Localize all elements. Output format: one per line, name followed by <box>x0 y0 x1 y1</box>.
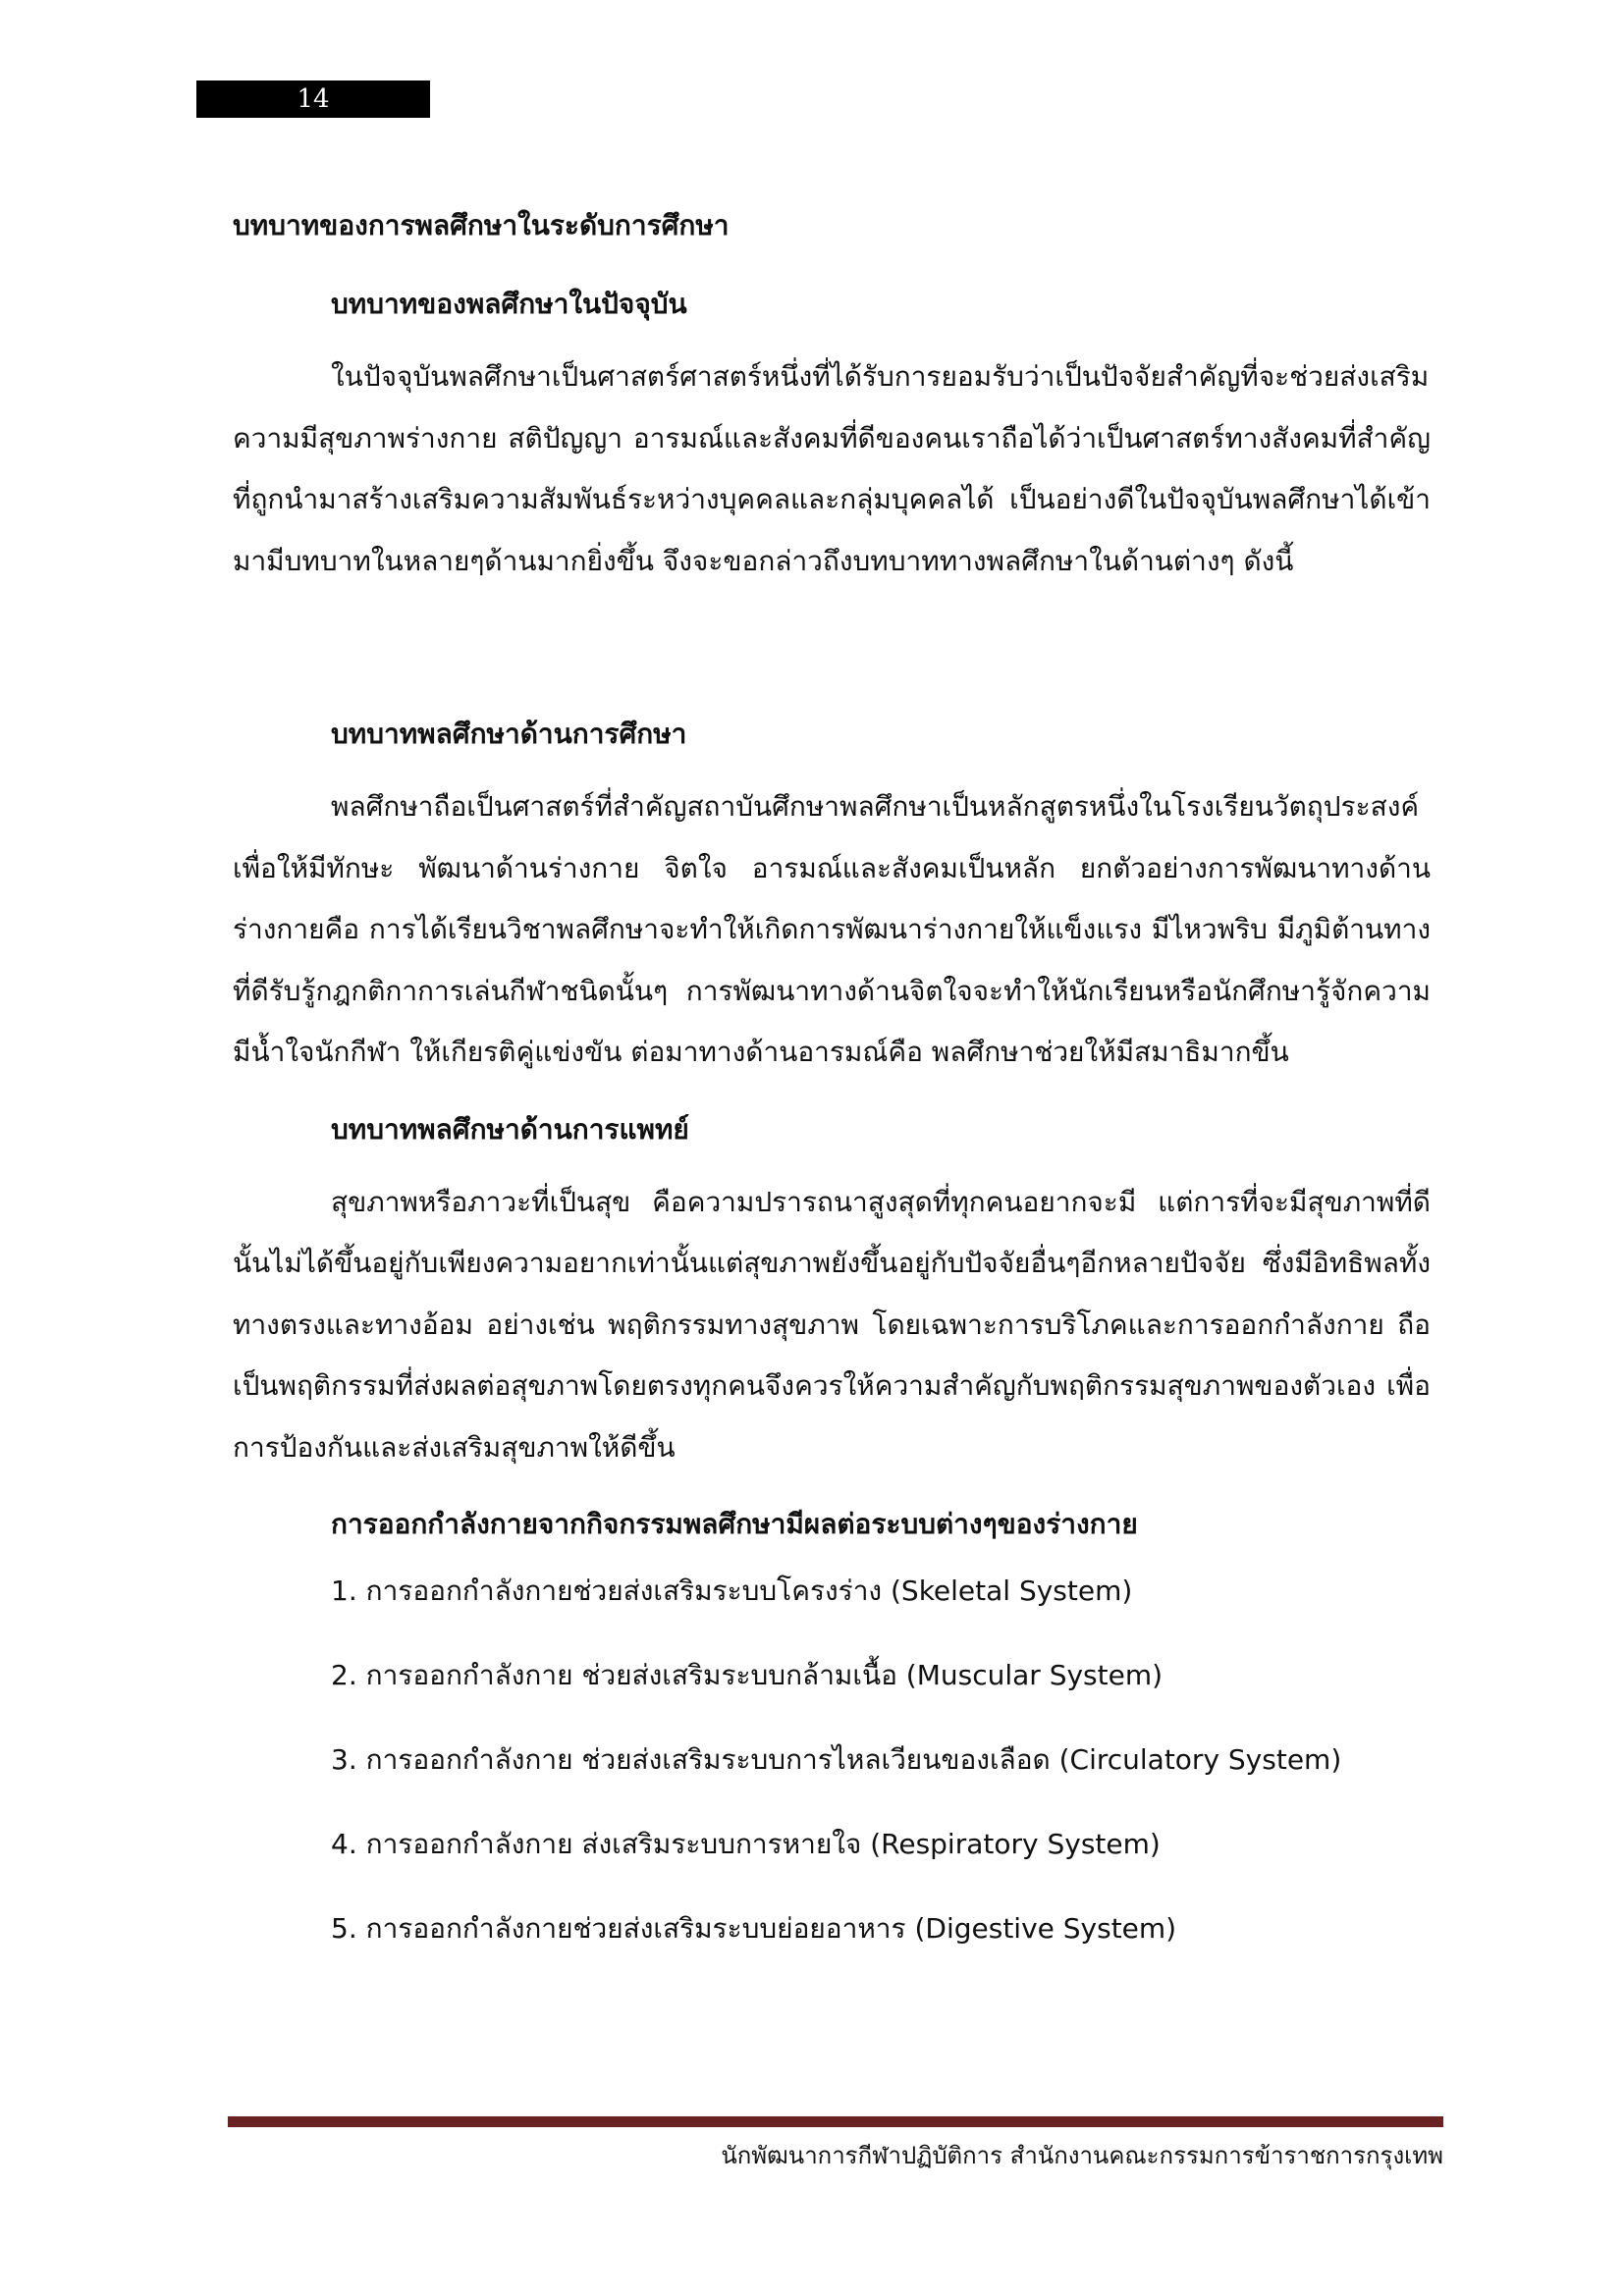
current-role-heading: บทบาทของพลศึกษาในปัจจุบัน <box>331 288 687 320</box>
exercise-effects-list <box>233 1567 1431 1953</box>
document-body <box>233 201 1431 1989</box>
page-number: 14 <box>196 80 430 118</box>
list-item: 3. การออกกำลังกาย ช่วยส่งเสริมระบบการไหลเวียนของเลือด (Circulatory System) <box>331 1743 1342 1776</box>
education-role-heading: บทบาทพลศึกษาด้านการศึกษา <box>331 718 687 750</box>
medical-role-heading: บทบาทพลศึกษาด้านการแพทย์ <box>331 1112 689 1146</box>
list-item: 2. การออกกำลังกาย ช่วยส่งเสริมระบบกล้ามเนื้อ (Muscular System) <box>331 1659 1164 1691</box>
current-role-paragraph: ในปัจจุบันพลศึกษาเป็นศาสตร์ศาสตร์หนึ่งที่ได้รับการยอมรับว่าเป็นปัจจัยสำคัญที่จะช่วยส่งเสริมความมีสุขภาพร่างกาย สติปัญญา อารมณ์และสังคมที่ดีของคนเราถือได้ว่าเป็นศาสตร์ทางสังคมที่สำคัญที่ถูกนำมาสร้างเสริมความสัมพันธ์ระหว่างบุคคลและกลุ่มบุคคลได้ เป็นอย่างดีในปัจจุบันพลศึกษาได้เข้ามามีบทบาทในหลายๆด้านมากยิ่งขึ้น จึงจะขอกล่าวถึงบทบาททางพลศึกษาในด้านต่างๆ ดังนี้ <box>233 360 1431 577</box>
footer-divider <box>228 2116 1443 2127</box>
medical-role-paragraph: สุขภาพหรือภาวะที่เป็นสุข คือความปรารถนาสูงสุดที่ทุกคนอยากจะมี แต่การที่จะมีสุขภาพที่ดีนั้นไม่ได้ขึ้นอยู่กับเพียงความอยากเท่านั้นแต่สุขภาพยังขึ้นอยู่กับปัจจัยอื่นๆอีกหลายปัจจัย ซึ่งมีอิทธิพลทั้งทางตรงและทางอ้อม อย่างเช่น พฤติกรรมทางสุขภาพ โดยเฉพาะการบริโภคและการออกกำลังกาย ถือเป็นพฤติกรรมที่ส่งผลต่อสุขภาพโดยตรงทุกคนจึงควรให้ความสำคัญกับพฤติกรรมสุขภาพของตัวเอง เพื่อการป้องกันและส่งเสริมสุขภาพให้ดีขึ้น <box>233 1185 1431 1464</box>
list-item: 4. การออกกำลังกาย ส่งเสริมระบบการหายใจ (Respiratory System) <box>331 1828 1161 1860</box>
list-item: 5. การออกกำลังกายช่วยส่งเสริมระบบย่อยอาหาร (Digestive System) <box>331 1912 1177 1945</box>
exercise-effects-heading: การออกกำลังกายจากกิจกรรมพลศึกษามีผลต่อระบบต่างๆของร่างกาย <box>331 1508 1138 1540</box>
footer-text: นักพัฒนาการกีฬาปฏิบัติการ สำนักงานคณะกรรมการข้าราชการกรุงเทพ <box>721 2142 1443 2169</box>
education-role-paragraph: พลศึกษาถือเป็นศาสตร์ที่สำคัญสถาบันศึกษาพลศึกษาเป็นหลักสูตรหนึ่งในโรงเรียนวัตถุประสงค์เพื่อให้มีทักษะ พัฒนาด้านร่างกาย จิตใจ อารมณ์และสังคมเป็นหลัก ยกตัวอย่างการพัฒนาทางด้านร่างกายคือ การได้เรียนวิชาพลศึกษาจะทำให้เกิดการพัฒนาร่างกายให้แข็งแรง มีไหวพริบ มีภูมิต้านทางที่ดีรับรู้กฎกติกาการเล่นกีฬาชนิดนั้นๆ การพัฒนาทางด้านจิตใจจะทำให้นักเรียนหรือนักศึกษารู้จักความมีน้ำใจนักกีฬา ให้เกียรติคู่แข่งขัน ต่อมาทางด้านอารมณ์คือ พลศึกษาช่วยให้มีสมาธิมากขึ้น <box>233 790 1431 1068</box>
section-title: บทบาทของการพลศึกษาในระดับการศึกษา <box>233 209 730 241</box>
list-item: 1. การออกกำลังกายช่วยส่งเสริมระบบโครงร่าง (Skeletal System) <box>331 1575 1133 1607</box>
